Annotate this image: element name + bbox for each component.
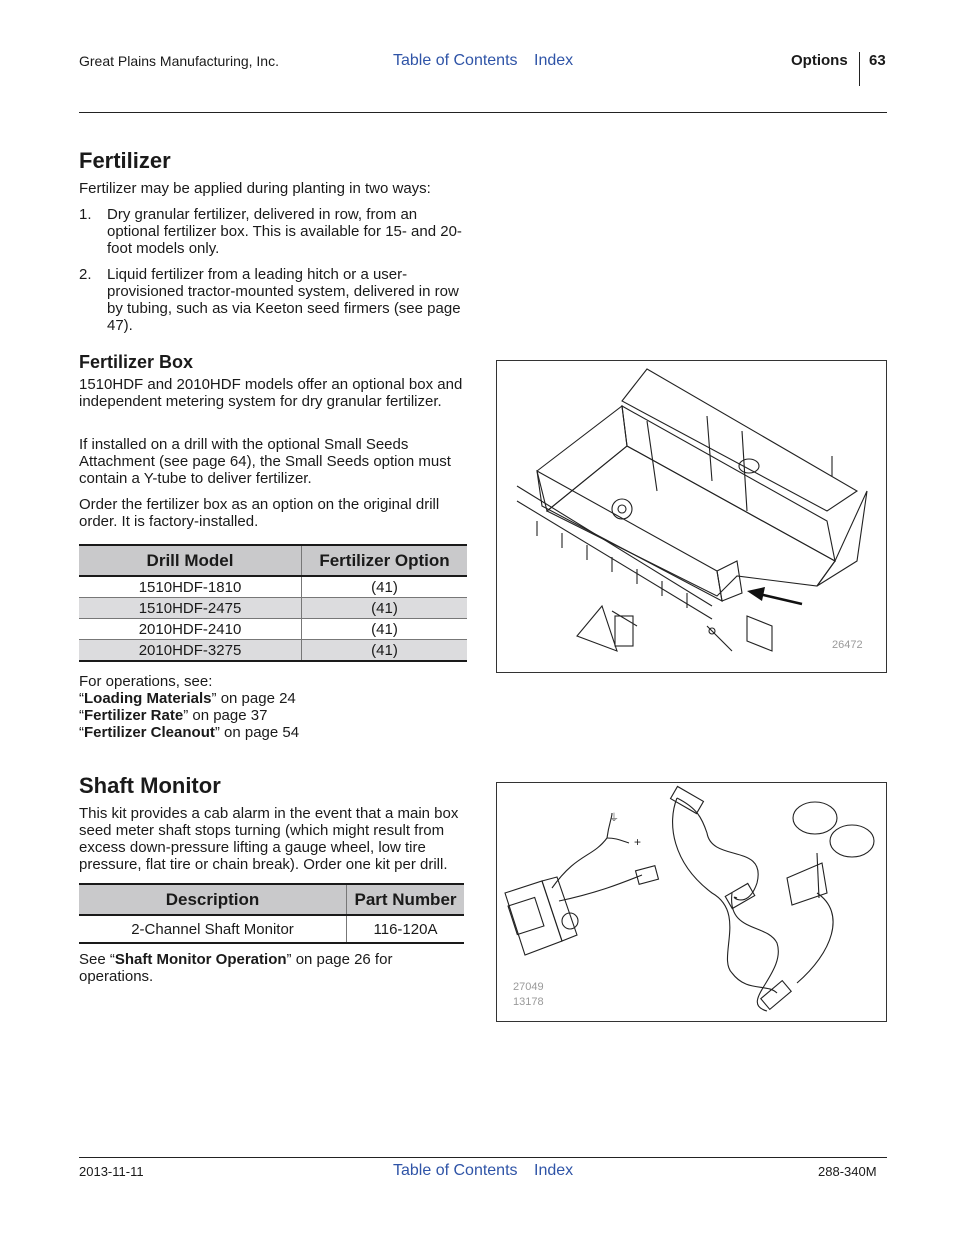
company-name: Great Plains Manufacturing, Inc. xyxy=(79,53,279,69)
table-header: Part Number xyxy=(347,884,465,915)
table-header: Description xyxy=(79,884,347,915)
table-row xyxy=(79,915,464,943)
shaft-monitor-see-also: See “Shaft Monitor Operation” on page 26 for operations. xyxy=(79,951,393,985)
table-header: Fertilizer Option xyxy=(302,545,468,576)
figure-number: 13178 xyxy=(513,996,544,1008)
section-name: Options xyxy=(791,52,848,69)
operation-reference[interactable]: “Fertilizer Rate” on page 37 xyxy=(79,707,268,724)
operations-intro: For operations, see: xyxy=(79,673,213,690)
shaft-monitor-para: This kit provides a cab alarm in the event that a main box seed meter shaft stops turning (which might result from excess down-pressure lifting a gauge wheel, low tire pressure, flat tire or chain break). Order one kit per drill. xyxy=(79,805,459,873)
header-divider xyxy=(859,52,860,86)
fertilizer-box-para: 1510HDF and 2010HDF models offer an optional box and independent metering system for dry granular fertilizer. xyxy=(79,376,463,410)
footer-toc-link[interactable]: Table of Contents xyxy=(393,1162,518,1179)
page-number: 63 xyxy=(869,52,886,69)
table-cell: 1510HDF-2475 xyxy=(79,598,302,619)
fertilizer-intro: Fertilizer may be applied during planting in two ways: xyxy=(79,180,431,197)
shaft-monitor-heading: Shaft Monitor xyxy=(79,773,221,798)
footer-index-link[interactable]: Index xyxy=(534,1162,574,1179)
list-item: Liquid fertilizer from a leading hitch or a user-provisioned tractor-mounted system, delivered in row by tubing, such as via Keeton seed firmers (see page 47). xyxy=(107,266,461,334)
fertilizer-heading: Fertilizer xyxy=(79,148,171,173)
table-row xyxy=(79,598,467,619)
table-cell: (41) xyxy=(302,576,468,598)
list-item-number: 2. xyxy=(79,266,92,283)
list-item-number: 1. xyxy=(79,206,92,223)
fertilizer-box-figure xyxy=(496,360,887,673)
table-cell: 2010HDF-2410 xyxy=(79,619,302,640)
table-header: Drill Model xyxy=(79,545,302,576)
shaft-monitor-figure xyxy=(496,782,887,1022)
operation-reference[interactable]: “Fertilizer Cleanout” on page 54 xyxy=(79,724,300,741)
table-cell: 1510HDF-1810 xyxy=(79,576,302,598)
fertilizer-box-illustration xyxy=(497,361,886,672)
svg-text:⏚: ⏚ xyxy=(609,813,619,824)
fertilizer-box-para: If installed on a drill with the optional Small Seeds Attachment (see page 64), the Small Seeds option must contain a Y-tube to deliver fertilizer. xyxy=(79,436,451,487)
list-item: Dry granular fertilizer, delivered in row, from an optional fertilizer box. This is available for 15- and 20-foot models only. xyxy=(107,206,462,257)
table-cell: 2010HDF-3275 xyxy=(79,640,302,662)
fertilizer-box-para: Order the fertilizer box as an option on the original drill order. It is factory-installed. xyxy=(79,496,440,530)
table-cell: 116-120A xyxy=(347,915,465,943)
shaft-monitor-illustration xyxy=(497,783,886,1021)
shaft-monitor-table xyxy=(79,883,464,944)
figure-number: 27049 xyxy=(513,981,544,993)
table-cell: (41) xyxy=(302,619,468,640)
table-row xyxy=(79,576,467,598)
toc-link[interactable]: Table of Contents xyxy=(393,52,518,69)
table-cell: (41) xyxy=(302,598,468,619)
table-cell: 2-Channel Shaft Monitor xyxy=(79,915,347,943)
footer-rule xyxy=(79,1157,887,1158)
table-row xyxy=(79,640,467,662)
table-row xyxy=(79,619,467,640)
operation-reference[interactable]: “Loading Materials” on page 24 xyxy=(79,690,296,707)
table-cell: (41) xyxy=(302,640,468,662)
svg-text:+: + xyxy=(634,835,642,849)
index-link[interactable]: Index xyxy=(534,52,574,69)
fertilizer-option-table xyxy=(79,544,467,662)
footer-doc-number: 288-340M xyxy=(818,1164,877,1179)
fertilizer-box-heading: Fertilizer Box xyxy=(79,352,194,372)
header-rule xyxy=(79,112,887,113)
figure-number: 26472 xyxy=(832,639,863,651)
footer-date: 2013-11-11 xyxy=(79,1164,144,1179)
